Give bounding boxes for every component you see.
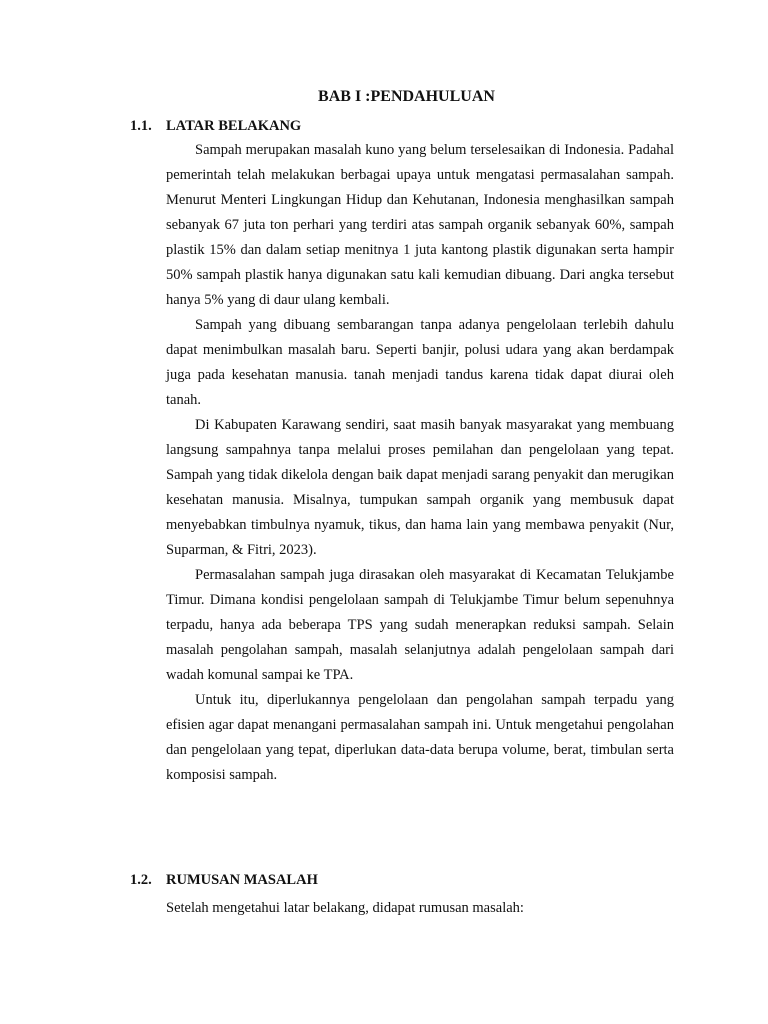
section-title: RUMUSAN MASALAH — [166, 872, 318, 888]
paragraph: Di Kabupaten Karawang sendiri, saat masih banyak masyarakat yang membuang langsung sampahnya tanpa melalui proses pemilahan dan pengelolaan yang tepat. Sampah yang tidak dikelola dengan baik dapat menjadi sarang penyakit dan merugikan kesehatan manusia. Misalnya, tumpukan sampah organik yang membusuk dapat menyebabkan timbulnya nyamuk, tikus, dan hama lain yang membawa penyakit (Nur, Suparman, & Fitri, 2023). — [166, 417, 674, 558]
section-title: LATAR BELAKANG — [166, 118, 302, 134]
section-intro-text: Setelah mengetahui latar belakang, didapat rumusan masalah: — [166, 900, 524, 916]
paragraph: Permasalahan sampah juga dirasakan oleh masyarakat di Kecamatan Telukjambe Timur. Dimana kondisi pengelolaan sampah di Telukjambe Timur belum sepenuhnya terpadu, hanya ada beberapa TPS yang sudah menerapkan reduksi sampah. Selain masalah pengolahan sampah, masalah selanjutnya adalah pengelolaan sampah dari wadah komunal sampai ke TPA. — [166, 567, 674, 683]
section-number: 1.1. — [130, 118, 152, 134]
paragraph: Untuk itu, diperlukannya pengelolaan dan pengolahan sampah terpadu yang efisien agar dapat menangani permasalahan sampah ini. Untuk mengetahui pengolahan dan pengelolaan yang tepat, diperlukan data-data berupa volume, berat, timbulan serta komposisi sampah. — [166, 692, 674, 783]
paragraph: Sampah yang dibuang sembarangan tanpa adanya pengelolaan terlebih dahulu dapat menimbulkan masalah baru. Seperti banjir, polusi udara yang akan berdampak juga pada kesehatan manusia. tanah menjadi tandus karena tidak dapat diurai oleh tanah. — [166, 317, 674, 408]
section-heading-latar-belakang — [130, 116, 301, 136]
paragraph: Sampah merupakan masalah kuno yang belum terselesaikan di Indonesia. Padahal pemerintah telah melakukan berbagai upaya untuk mengatasi permasalahan sampah. Menurut Menteri Lingkungan Hidup dan Kehutanan, Indonesia menghasilkan sampah sebanyak 67 juta ton perhari yang terdiri atas sampah organik sebanyak 60%, sampah plastik 15% dan dalam setiap menitnya 1 juta kantong plastik digunakan serta hampir 50% sampah plastik hanya digunakan satu kali kemudian dibuang. Dari angka tersebut hanya 5% yang di daur ulang kembali. — [166, 142, 674, 308]
section-heading-rumusan-masalah — [130, 870, 318, 890]
section-body-latar-belakang — [166, 138, 674, 788]
chapter-title: BAB I :PENDAHULUAN — [318, 88, 495, 105]
section-number: 1.2. — [130, 872, 152, 888]
